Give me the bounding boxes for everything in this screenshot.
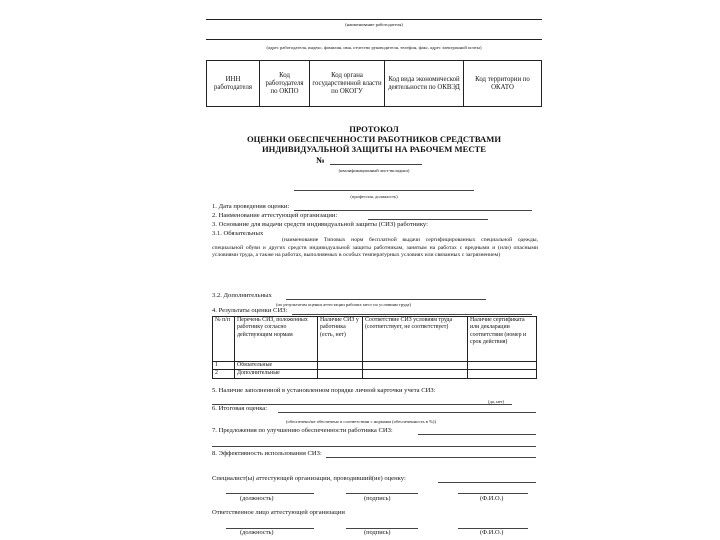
item-6-line xyxy=(278,412,536,413)
item-7-label: 7. Предложения по улучшению обеспеченности работника СИЗ: xyxy=(212,427,393,434)
item-1-line xyxy=(294,210,532,211)
employer-codes-table xyxy=(206,60,542,107)
fio-line xyxy=(458,493,528,494)
item-2-label: 2. Наименование аттестующей организации: xyxy=(212,212,338,219)
protocol-number-line xyxy=(330,164,422,165)
profession-line xyxy=(294,190,474,191)
col-list-header: Перечень СИЗ, положенных работнику согласно действующим нормам xyxy=(235,317,318,362)
item-8-line xyxy=(326,457,536,458)
okato-cell: Код территории по ОКАТО xyxy=(464,61,542,107)
item-6-label: 6. Итоговая оценка: xyxy=(212,405,268,412)
item-3-label: 3. Основание для выдачи средств индивидуальной защиты (СИЗ) работнику: xyxy=(212,221,428,228)
specialists-line xyxy=(438,482,536,483)
item-2-line xyxy=(368,219,488,220)
table-row xyxy=(213,370,537,378)
item-5-label: 5. Наличие заполненной в установленном порядке личной карточки учета СИЗ: xyxy=(212,387,436,394)
item-4-label: 4. Результаты оценки СИЗ: xyxy=(212,307,288,314)
inn-cell: ИНН работодателя xyxy=(207,61,260,107)
col-number-header: № п/п xyxy=(213,317,235,362)
row-number: 2 xyxy=(213,370,235,378)
item-7-line-2 xyxy=(212,446,536,447)
table-row xyxy=(213,362,537,370)
employer-address-line xyxy=(206,39,542,40)
col-presence-header: Наличие СИЗ у работника (есть, нет) xyxy=(318,317,363,362)
yes-no-caption: (да, нет) xyxy=(488,399,505,404)
row-label: Дополнительные xyxy=(235,370,318,378)
signature-caption-2: (подпись) xyxy=(364,529,391,536)
title-line-3: ИНДИВИДУАЛЬНОЙ ЗАЩИТЫ НА РАБОЧЕМ МЕСТЕ xyxy=(261,144,487,154)
specialists-label: Специалист(ы) аттестующей организации, проводивший(ие) оценку: xyxy=(212,475,406,482)
protocol-number-label: № xyxy=(316,155,325,165)
item-3-2-label: 3.2. Дополнительных xyxy=(212,292,272,299)
profession-caption: (профессия, должность) xyxy=(350,194,398,199)
fio-caption: (Ф.И.О.) xyxy=(480,495,504,502)
position-caption-2: (должность) xyxy=(240,529,274,536)
okpo-cell: Код работодателя по ОКПО xyxy=(260,61,310,107)
results-table xyxy=(212,316,537,379)
responsible-label: Ответственное лицо аттестующей организации xyxy=(212,509,345,516)
row-number: 1 xyxy=(213,362,235,370)
title-line-2: ОЦЕНКИ ОБЕСПЕЧЕННОСТИ РАБОТНИКОВ СРЕДСТВАМИ xyxy=(246,134,502,144)
title-line-1: ПРОТОКОЛ xyxy=(349,124,399,134)
row-label: Обязательные xyxy=(235,362,318,370)
position-caption: (должность) xyxy=(240,495,274,502)
employer-name-line xyxy=(206,19,542,20)
item-3-2-caption: (по результатам оценки аттестации рабочих мест по условиям труда) xyxy=(276,302,411,307)
signature-line xyxy=(346,493,418,494)
item-6-caption: (обеспечено/не обеспечено в соответствии с нормами (обеспеченность в %)) xyxy=(286,419,436,424)
item-3-2-line xyxy=(286,299,486,300)
item-3-1-label: 3.1. Обязательных xyxy=(212,230,264,237)
protocol-document xyxy=(206,14,542,536)
employer-address-caption: (адрес работодателя, индекс, фамилия, имя, отчество руководителя, телефон, факс, адрес электронной почты) xyxy=(266,45,482,50)
okved-cell: Код вида экономической деятельности по ОКВЭД xyxy=(385,61,464,107)
fio-caption-2: (Ф.И.О.) xyxy=(480,529,504,536)
qualification-caption: (квалификационный лист-вкладыш) xyxy=(338,168,410,173)
okogu-cell: Код органа государственной власти по ОКОГУ xyxy=(310,61,385,107)
col-certificate-header: Наличие сертификата или декларации соответствия (номер и срок действия) xyxy=(468,317,537,362)
col-compliance-header: Соответствие СИЗ условиям труда (соответствует, не соответствует) xyxy=(363,317,468,362)
item-8-label: 8. Эффективность использования СИЗ: xyxy=(212,450,322,457)
item-7-line xyxy=(418,434,536,435)
employer-name-caption: (наименование работодателя) xyxy=(345,22,403,27)
item-1-label: 1. Дата проведения оценки: xyxy=(212,203,290,210)
item-3-1-note: (наименование Типовых норм бесплатной выдачи сертифицированных специальной одежды, специальной обуви и других средств индивидуальной защиты работникам, занятым на работах с вредными и (или) опасными условиями труда, а также на работах, выполняемых в особых температурных условиях или связанных с загрязнением) xyxy=(212,237,538,259)
position-line xyxy=(226,493,314,494)
item-4-line xyxy=(292,314,532,315)
signature-caption: (подпись) xyxy=(364,495,391,502)
